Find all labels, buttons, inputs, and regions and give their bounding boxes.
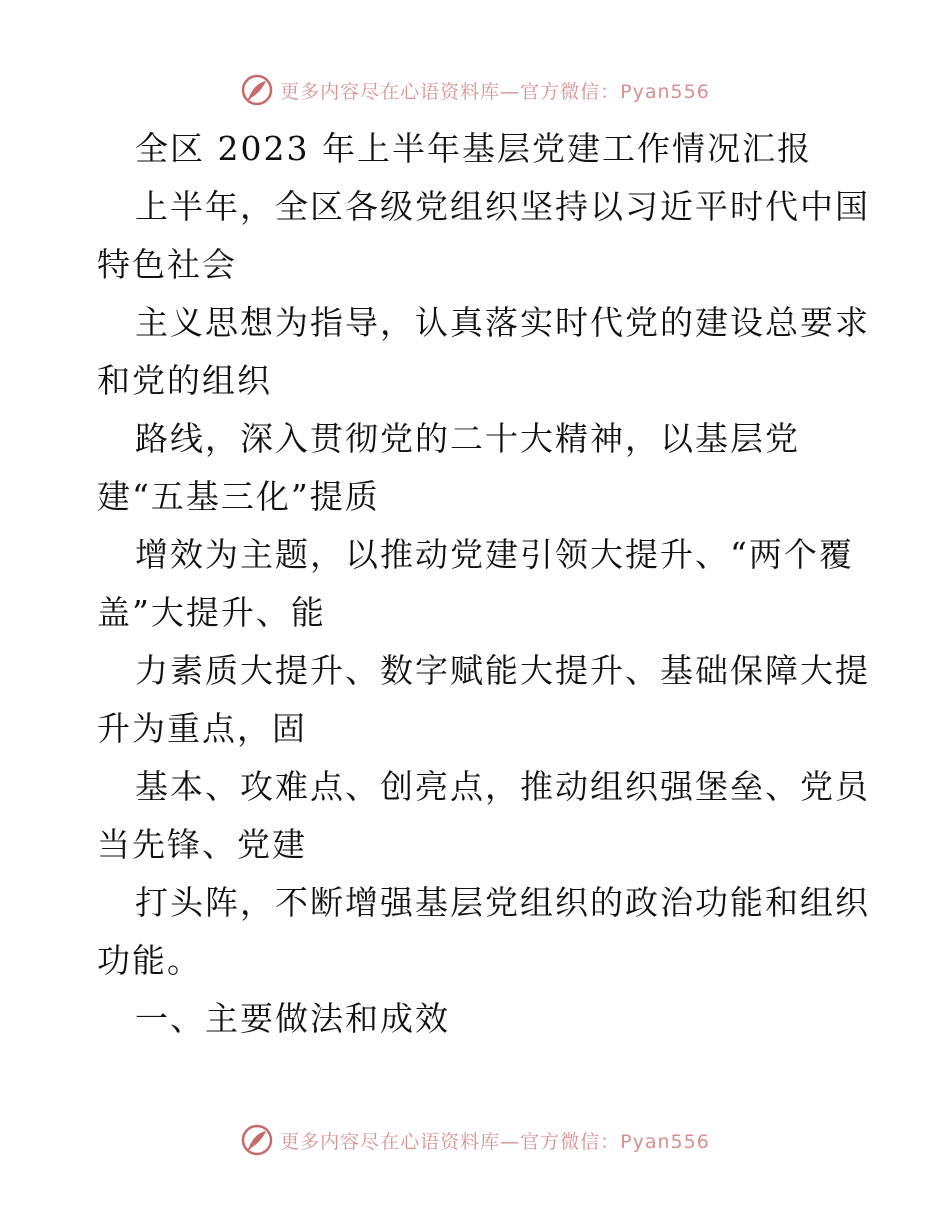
footer-watermark bbox=[0, 1120, 950, 1160]
paragraph-line: 当先锋、党建 bbox=[97, 825, 307, 864]
watermark-text: 更多内容尽在心语资料库—官方微信：Pyan556 bbox=[280, 1130, 710, 1153]
section-heading: 一、主要做法和成效 bbox=[135, 999, 450, 1038]
paragraph-line: 增效为主题，以推动党建引领大提升、“两个覆 bbox=[135, 535, 854, 574]
leaf-pen-logo-icon bbox=[240, 1123, 274, 1157]
header-watermark bbox=[0, 70, 950, 110]
paragraph-line: 力素质大提升、数字赋能大提升、基础保障大提 bbox=[135, 651, 870, 690]
document-body bbox=[97, 120, 870, 1048]
paragraph-line: 升为重点，固 bbox=[97, 709, 307, 748]
paragraph-line: 特色社会 bbox=[97, 245, 237, 284]
paragraph-line: 上半年，全区各级党组织坚持以习近平时代中国 bbox=[135, 187, 870, 226]
watermark-text: 更多内容尽在心语资料库—官方微信：Pyan556 bbox=[280, 80, 710, 103]
paragraph-line: 打头阵，不断增强基层党组织的政治功能和组织 bbox=[135, 883, 870, 922]
leaf-pen-logo-icon bbox=[240, 73, 274, 107]
paragraph-line: 和党的组织 bbox=[97, 361, 272, 400]
paragraph-line: 功能。 bbox=[97, 941, 202, 980]
paragraph-line: 主义思想为指导，认真落实时代党的建设总要求 bbox=[135, 303, 870, 342]
paragraph-line: 路线，深入贯彻党的二十大精神，以基层党 bbox=[135, 419, 800, 458]
paragraph-line: 基本、攻难点、创亮点，推动组织强堡垒、党员 bbox=[135, 767, 870, 806]
paragraph-line: 盖”大提升、能 bbox=[97, 593, 326, 632]
paragraph-line: 建“五基三化”提质 bbox=[97, 477, 380, 516]
document-title: 全区 2023 年上半年基层党建工作情况汇报 bbox=[135, 129, 812, 168]
